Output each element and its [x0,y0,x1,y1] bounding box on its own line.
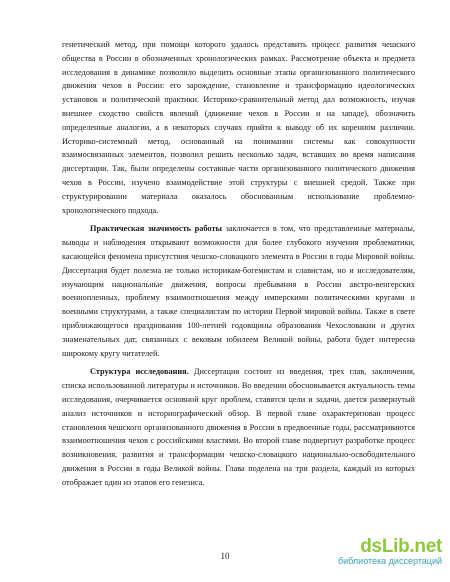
paragraph-structure [62,365,415,489]
paragraph-practical-significance-heading: Практическая значимость работы [90,224,223,234]
paragraph-methods-text: генетический метод, при помощи которого удалось представить процесс развития чешского общества в России в обозначенных хронологических рамках. Рассмотрение объекта и предмета исследования в динамике позволило выделить основные этапы организованного политического движения чехов в России: его зарождение, становление и трансформацию идеологических установок и политической практики. Историко-сравнительный метод дал возможность, изучая внешнее сходство свойств явлений (движение чехов в России и на западе), обозначить определенные аналогии, а в некоторых случаях прийти к выводу об их коренном различии. Историко-системный метод, основанный на понимании системы как совокупности взаимосвязанных элементов, позволил решить несколько задач, вставших во время написания диссертации. Так, были определены составные части организованного политического движения чехов в России, изучено взаимодействие этой структуры с внешней средой. Также при структурировании материала оказалось обоснованным использование проблемно-хронологического подхода. [62,40,415,215]
watermark [338,536,442,566]
watermark-subtitle: библиотека диссертаций [337,556,442,566]
watermark-logo: dsLib.net [360,536,442,557]
paragraph-methods [62,38,415,217]
paragraph-structure-heading: Структура исследования. [90,367,189,377]
paragraph-practical-significance [62,222,415,360]
paragraph-structure-text: Диссертация состоит из введения, трех глав, заключения, списка использованной литературы и источников. Во введении обосновывается актуальность темы исследования, очерчивается основной круг проблем, ставятся цели и задачи, дается развернутый анализ источников и историографический обзор. В первой главе охарактеризован процесс становления чешского организованного движения в России в предвоенные годы, рассматриваются взаимоотношения чехов с российскими властями. Во второй главе подвергнут разработке процесс возникновения, развития и трансформации чешско-словацкого национально-освободительного движения в России в годы Великой войны. Глава поделена на три раздела, каждый из которых отображает один из этапов его генезиса. [62,367,415,487]
body-text [62,38,415,490]
paragraph-practical-significance-text: заключается в том, что представленные материалы, выводы и наблюдения открывают возможности для более глубокого изучения проблематики, касающейся феномена присутствия чешско-словацкого элемента в России в годы Мировой войны. Диссертация будет полезна не только историкам-богемистам и славистам, но и исследователям, изучающим национальные движения, вопросы пребывания в России австро-венгерских военнопленных, проблему взаимоотношения между имперскими политическими кругами и военными структурами, а также специалистам по истории Первой мировой войны. Также в свете приближающегося празднования 100-летней годовщины образования Чехословакии и других знаменательных дат, связанных с вековым юбилеем Великой войны, работа будет интересна широкому кругу читателей. [62,224,416,358]
page-number: 10 [220,551,230,561]
